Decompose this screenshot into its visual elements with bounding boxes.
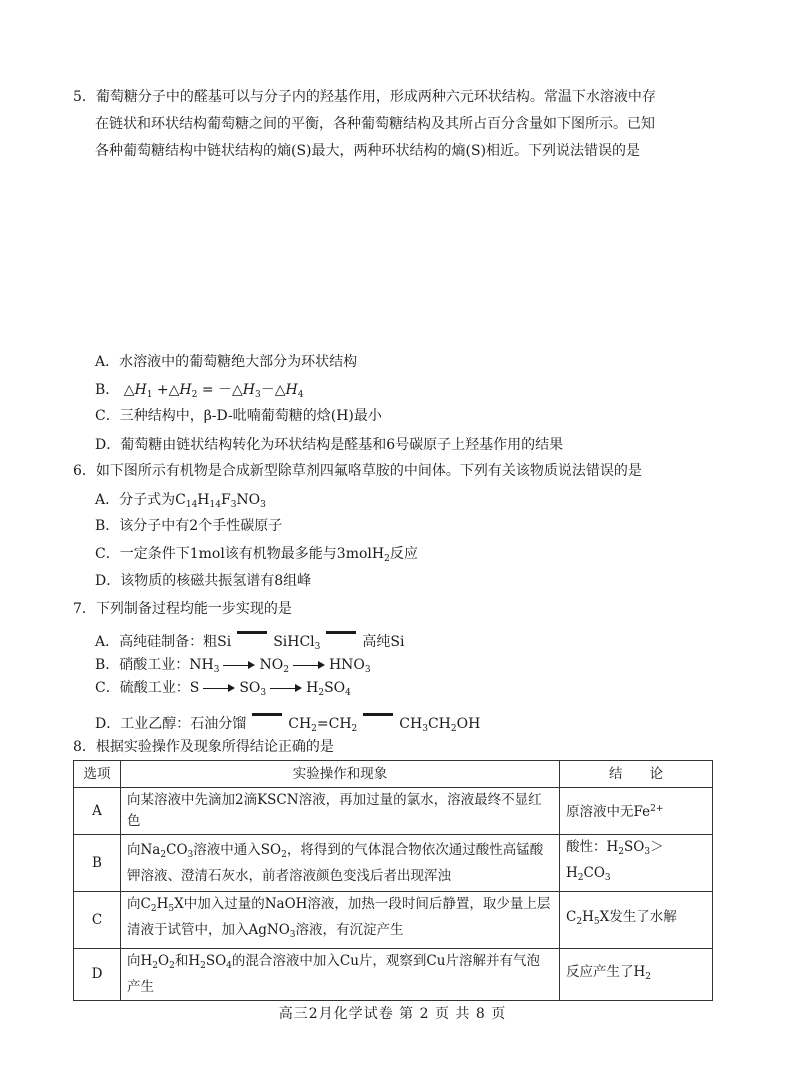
q5-option-a: A．水溶液中的葡萄糖绝大部分为环状结构 [95,354,358,370]
header-conclusion: 结 论 [560,761,713,788]
row-operation: 向$Na_2CO_3$溶液中通入$SO_2$，将得到的气体混合物依次通过酸性高锰酸钾溶液、澄清石灰水，前者溶液颜色变浅后者出现浑浊 [121,835,560,892]
page-footer: 高三2月化学试卷 第 2 页 共 8 页 [278,1006,507,1022]
q7-option-a: A．高纯硅制备：粗Si SiHCl$_3$ 高纯Si [95,631,404,657]
q6-stem: 6．如下图所示有机物是合成新型除草剂四氟咯草胺的中间体。下列有关该物质说法错误的是 [73,463,642,479]
experiment-table [73,760,713,1001]
row-operation: 向$C_2H_5X$中加入过量的NaOH溶液，加热一段时间后静置，取少量上层清液于试管中，加入AgNO$_3$溶液，有沉淀产生 [121,892,560,949]
q5-option-d: D．葡萄糖由链状结构转化为环状结构是醛基和6号碳原子上羟基作用的结果 [95,437,564,453]
row-option: C [74,892,121,949]
row-conclusion: 酸性：$H_2SO_3>H_2CO_3$ [560,835,713,892]
table-row [74,892,713,949]
q5-option-b: B． $\triangle H_1$ $+\triangle H_2$ = $-\triangle H_3-\triangle H_4$ [95,382,304,400]
table-header-row [74,761,713,788]
table-row [74,788,713,835]
q7-option-c: C．硫酸工业：S $SO_3$ $H_2SO_4$ [95,680,351,698]
q6-option-c: C．一定条件下1mol该有机物最多能与3molH$_2$反应 [95,546,418,564]
q5-option-c: C．三种结构中，β-D-吡喃葡萄糖的焓(H)最小 [95,408,382,424]
q5-line3: 各种葡萄糖结构中链状结构的熵(S)最大，两种环状结构的熵(S)相近。下列说法错误的是 [95,143,641,159]
q5-line1: 5．葡萄糖分子中的醛基可以与分子内的羟基作用，形成两种六元环状结构。常温下水溶液中存 [73,89,656,105]
row-option: B [74,835,121,892]
row-operation: 向$H_2O_2$和$H_2SO_4$的混合溶液中加入Cu片，观察到Cu片溶解并有气泡产生 [121,949,560,1001]
row-operation: 向某溶液中先滴加2滴KSCN溶液，再加过量的氯水，溶液最终不显红色 [121,788,560,835]
table-row [74,835,713,892]
row-conclusion: 原溶液中无$Fe^{2+}$ [560,788,713,835]
row-conclusion: 反应产生了$H_2$ [560,949,713,1001]
q8-stem: 8．根据实验操作及现象所得结论正确的是 [73,739,334,755]
q7-option-b: B．硝酸工业：$NH_3$ $NO_2$ $HNO_3$ [95,657,371,675]
q6-option-b: B．该分子中有2个手性碳原子 [95,518,283,534]
q6-option-a: A．分子式为$C_{14}H_{14}F_3NO_3$ [95,492,266,510]
header-option: 选项 [74,761,121,788]
q7-stem: 7．下列制备过程均能一步实现的是 [73,601,292,617]
row-option: D [74,949,121,1001]
q5-line2: 在链状和环状结构葡萄糖之间的平衡，各种葡萄糖结构及其所占百分含量如下图所示。已知 [95,116,655,132]
row-conclusion: $C_2H_5X$发生了水解 [560,892,713,949]
q7-option-d: D．工业乙醇：石油分馏 $CH_2=CH_2$ $CH_3CH_2OH$ [95,713,480,739]
header-operation: 实验操作和现象 [121,761,560,788]
q6-option-d: D．该物质的核磁共振氢谱有8组峰 [95,573,312,589]
row-option: A [74,788,121,835]
table-row [74,949,713,1001]
